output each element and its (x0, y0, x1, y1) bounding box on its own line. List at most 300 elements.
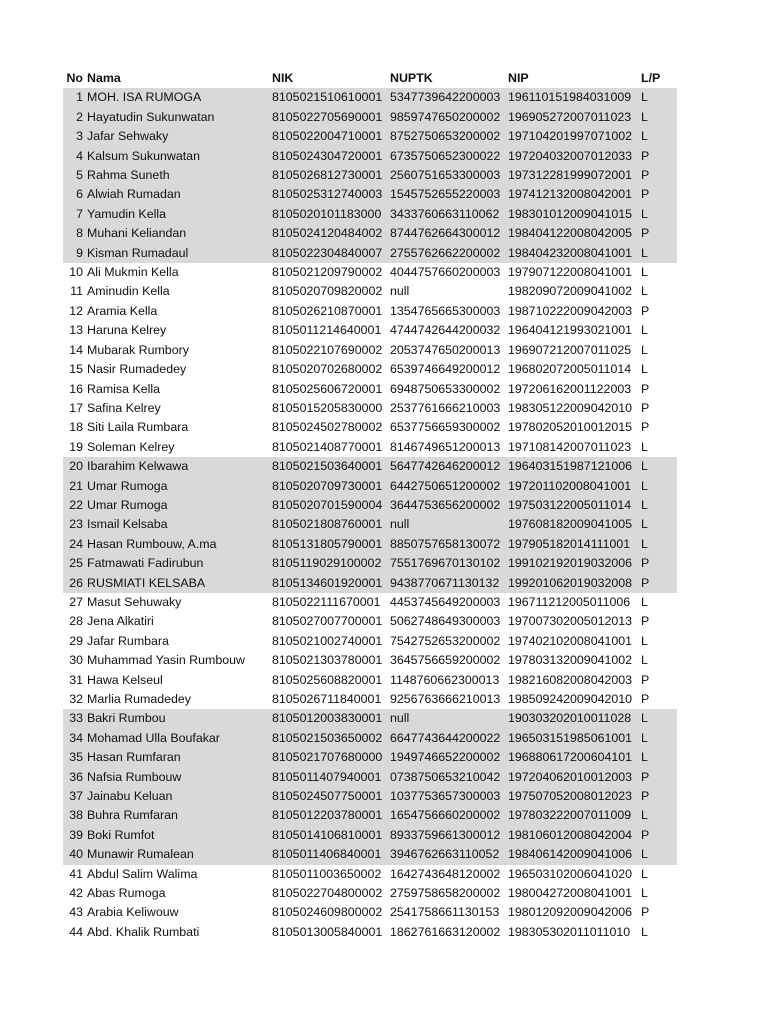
cell-no: 30 (69, 653, 83, 668)
cell-lp: L (641, 439, 648, 454)
cell-nama: Rahma Suneth (86, 166, 272, 185)
cell-lp: L (641, 88, 677, 107)
cell-no: 9 (63, 244, 86, 263)
cell-nik: 8105025312740003 (272, 185, 390, 204)
cell-nama: Masut Sehuwaky (87, 594, 182, 609)
cell-nik: 8105026210870001 (272, 303, 383, 318)
cell-nip: 199201062019032008 (508, 574, 641, 593)
cell-nama: Hasan Rumbouw, A.ma (86, 535, 272, 554)
table-row (63, 574, 677, 593)
cell-nama: Ali Mukmin Kella (87, 265, 179, 280)
cell-nama: Kisman Rumadaul (86, 244, 272, 263)
cell-no: 31 (69, 672, 83, 687)
cell-nuptk: 8933759661300012 (390, 826, 508, 845)
cell-nik: 8105119029100002 (272, 554, 390, 573)
table-row (63, 185, 677, 204)
cell-nuptk: 1654756660200002 (390, 806, 508, 825)
cell-nip: 196711212005011006 (508, 594, 631, 609)
cell-no: 7 (63, 205, 86, 224)
cell-nik: 8105024502780002 (272, 420, 383, 435)
cell-nik: 8105022705690001 (272, 108, 390, 127)
cell-no: 32 (69, 692, 83, 706)
cell-nama: Alwiah Rumadan (86, 185, 272, 204)
cell-nuptk: 4453745649200003 (390, 594, 501, 609)
cell-nama: Umar Rumoga (86, 477, 272, 496)
cell-lp: L (641, 457, 677, 476)
cell-nuptk: 8744762664300012 (390, 224, 508, 243)
cell-nuptk: 2560751653300003 (390, 166, 508, 185)
cell-no: 29 (69, 633, 83, 648)
cell-nik: 8105020701590004 (272, 496, 390, 515)
cell-nik: 8105022004710001 (272, 127, 390, 146)
cell-nip: 197104201997071002 (508, 127, 641, 146)
cell-nik: 8105014106810001 (272, 826, 390, 845)
cell-nuptk: 1545752655220003 (390, 185, 508, 204)
cell-lp: L (641, 244, 677, 263)
cell-nip: 196503151985061001 (508, 729, 641, 748)
cell-nip: 199102192019032006 (508, 554, 641, 573)
table-row (63, 729, 677, 748)
cell-nik: 8105131805790001 (272, 535, 390, 554)
cell-nama: Hasan Rumfaran (86, 748, 272, 767)
header-no: No (66, 71, 83, 85)
cell-nama: Mubarak Rumbory (87, 342, 189, 357)
cell-nuptk: 0738750653210042 (390, 768, 508, 787)
cell-no: 12 (69, 303, 83, 318)
cell-nip: 197007302005012013 (508, 614, 633, 629)
cell-nip: 196802072005011014 (508, 362, 632, 377)
cell-nip: 197507052008012023 (508, 787, 641, 806)
cell-nip: 198012092009042006 (508, 905, 633, 920)
cell-no: 26 (63, 574, 86, 593)
cell-nip: 198209072009041002 (508, 284, 633, 299)
cell-nik: 8105025606720001 (272, 381, 383, 396)
cell-no: 16 (69, 381, 83, 396)
cell-nip: 196905272007011023 (508, 108, 641, 127)
table-row (63, 651, 677, 670)
table-row (63, 166, 677, 185)
cell-nik: 8105134601920001 (272, 574, 390, 593)
cell-nip: 196503102006041020 (508, 866, 633, 881)
cell-nuptk: 2537761666210003 (390, 400, 501, 415)
cell-nip: 196404121993021001 (508, 323, 633, 338)
cell-nik: 8105024609800002 (272, 905, 383, 920)
cell-lp: L (641, 633, 648, 648)
table-row (63, 341, 677, 360)
cell-nik: 8105024304720001 (272, 147, 390, 166)
cell-nama: Yamudin Kella (86, 205, 272, 224)
cell-no: 25 (63, 554, 86, 573)
cell-lp: L (641, 127, 677, 146)
cell-no: 23 (63, 515, 86, 534)
cell-lp: P (641, 224, 677, 243)
cell-nip: 198305302011011010 (508, 924, 631, 939)
cell-nip: 196403151987121006 (508, 457, 641, 476)
cell-nip: 197402102008041001 (508, 633, 633, 648)
cell-nuptk: 6537756659300002 (390, 420, 501, 435)
cell-nuptk: 5062748649300003 (390, 614, 501, 629)
cell-nuptk: 2759758658200002 (390, 886, 501, 901)
cell-lp: P (641, 400, 650, 415)
cell-nuptk: 8146749651200013 (390, 439, 501, 454)
table-row (63, 768, 677, 787)
cell-no: 14 (69, 342, 83, 357)
cell-nama: Arabia Keliwouw (87, 905, 179, 920)
table-row (63, 632, 677, 651)
table-row (63, 748, 677, 767)
cell-nama: Ramisa Kella (87, 381, 160, 396)
cell-lp: L (641, 535, 677, 554)
cell-nip: 190303202010011028 (508, 709, 641, 728)
cell-nuptk: 9859747650200002 (390, 108, 508, 127)
cell-nuptk: 7542752653200002 (390, 633, 501, 648)
cell-nip: 197412132008042001 (508, 185, 641, 204)
cell-lp: L (641, 265, 648, 280)
cell-nik: 8105020709820002 (272, 284, 383, 299)
cell-nip: 197108142007011023 (508, 439, 632, 454)
cell-no: 33 (63, 709, 86, 728)
cell-lp: P (641, 185, 677, 204)
cell-nuptk: 3946762663110052 (390, 845, 508, 864)
cell-nip: 197803222007011009 (508, 806, 641, 825)
cell-nik: 8105020101183000 (272, 205, 390, 224)
cell-nik: 8105013005840001 (272, 924, 383, 939)
cell-nip: 198404232008041001 (508, 244, 641, 263)
cell-nip: 197608182009041005 (508, 515, 641, 534)
header-nama: Nama (87, 71, 121, 85)
cell-nama: Aminudin Kella (87, 284, 170, 299)
cell-nik: 8105022704800002 (272, 886, 383, 901)
cell-no: 8 (63, 224, 86, 243)
cell-lp: P (641, 166, 677, 185)
table-row (63, 244, 677, 263)
cell-nuptk: 6735750652300022 (390, 147, 508, 166)
table-row (63, 903, 677, 922)
cell-nama: Abd. Khalik Rumbati (87, 924, 200, 939)
table-row (63, 826, 677, 845)
cell-no: 18 (69, 420, 83, 435)
staff-table (63, 69, 677, 942)
cell-no: 15 (69, 362, 83, 377)
table-row (63, 554, 677, 573)
cell-nik: 8105021808760001 (272, 515, 390, 534)
cell-no: 6 (63, 185, 86, 204)
cell-nip: 198406142009041006 (508, 845, 641, 864)
cell-nuptk: 9438770671130132 (390, 574, 508, 593)
cell-lp: P (641, 614, 650, 629)
cell-lp: L (641, 362, 648, 377)
cell-nip: 198004272008041001 (508, 886, 633, 901)
table-row (63, 108, 677, 127)
cell-nik: 8105026812730001 (272, 166, 390, 185)
table-row (63, 923, 677, 942)
cell-no: 35 (63, 748, 86, 767)
cell-nip: 197312281999072001 (508, 166, 641, 185)
cell-nuptk: 1949746652200002 (390, 748, 508, 767)
table-row (63, 147, 677, 166)
cell-nama: Jainabu Keluan (86, 787, 272, 806)
cell-nik: 8105011407940001 (272, 768, 390, 787)
cell-nama: Kalsum Sukunwatan (86, 147, 272, 166)
cell-nama: Buhra Rumfaran (86, 806, 272, 825)
cell-lp: P (641, 303, 650, 318)
cell-nik: 8105026711840001 (272, 692, 382, 706)
cell-lp: P (641, 905, 650, 920)
table-row (63, 205, 677, 224)
cell-lp: P (641, 692, 650, 706)
cell-nik: 8105021707680000 (272, 748, 390, 767)
cell-no: 3 (63, 127, 86, 146)
cell-lp: P (641, 574, 677, 593)
cell-nip: 197905182014111001 (508, 535, 641, 554)
table-row (63, 321, 677, 340)
cell-lp: L (641, 205, 677, 224)
cell-nama: Umar Rumoga (86, 496, 272, 515)
table-row (63, 88, 677, 107)
cell-nip: 197206162001122003 (508, 381, 632, 396)
cell-nuptk: 6539746649200012 (390, 362, 501, 377)
cell-nuptk: 2541758661130153 (390, 905, 500, 920)
cell-nama: Aramia Kella (87, 303, 158, 318)
cell-nik: 8105024120484002 (272, 224, 390, 243)
cell-no: 22 (63, 496, 86, 515)
table-row (63, 593, 677, 612)
cell-nip: 198301012009041015 (508, 205, 641, 224)
cell-nama: Jafar Rumbara (87, 633, 169, 648)
cell-no: 41 (69, 866, 83, 881)
cell-lp: L (641, 866, 648, 881)
cell-lp: P (641, 826, 677, 845)
cell-nuptk: 2755762662200002 (390, 244, 508, 263)
table-row (63, 399, 677, 418)
cell-nik: 8105020709730001 (272, 477, 390, 496)
cell-lp: L (641, 845, 677, 864)
cell-nik: 8105020702680002 (272, 362, 383, 377)
cell-nuptk: 1862761663120002 (390, 924, 501, 939)
cell-lp: L (641, 924, 648, 939)
cell-nip: 197204032007012033 (508, 147, 641, 166)
cell-nip: 198106012008042004 (508, 826, 641, 845)
table-row (63, 360, 677, 379)
cell-nik: 8105021503640001 (272, 457, 390, 476)
cell-nuptk: null (390, 515, 508, 534)
cell-nik: 8105011406840001 (272, 845, 390, 864)
cell-lp: P (641, 147, 677, 166)
cell-no: 4 (63, 147, 86, 166)
table-row (63, 282, 677, 301)
cell-lp: L (641, 886, 648, 901)
table-row (63, 806, 677, 825)
cell-nik: 8105015205830000 (272, 400, 383, 415)
header-lp: L/P (641, 71, 661, 85)
cell-nik: 8105021503650002 (272, 729, 390, 748)
cell-nama: Hawa Kelseul (87, 672, 163, 687)
cell-nuptk: 3645756659200002 (390, 653, 501, 668)
table-row (63, 612, 677, 631)
cell-nama: Munawir Rumalean (86, 845, 272, 864)
cell-nip: 198710222009042003 (508, 303, 633, 318)
cell-nama: Abdul Salim Walima (87, 866, 198, 881)
cell-no: 11 (70, 284, 83, 299)
cell-nik: 8105022107690002 (272, 342, 383, 357)
header-row (63, 69, 677, 88)
table-row (63, 709, 677, 728)
cell-nip: 196880617200604101 (508, 748, 641, 767)
cell-lp: P (641, 381, 650, 396)
cell-lp: L (641, 108, 677, 127)
cell-nik: 8105022111670001 (272, 594, 381, 609)
cell-lp: P (641, 420, 650, 435)
cell-nama: Fatmawati Fadirubun (86, 554, 272, 573)
cell-nik: 8105021002740001 (272, 633, 383, 648)
cell-lp: L (641, 323, 648, 338)
cell-nik: 8105021303780001 (272, 653, 383, 668)
table-row (63, 477, 677, 496)
cell-no: 38 (63, 806, 86, 825)
cell-nip: 197803132009041002 (508, 653, 633, 668)
cell-lp: L (641, 653, 648, 668)
cell-nuptk: 6647743644200022 (390, 729, 508, 748)
cell-nuptk: 6442750651200002 (390, 477, 508, 496)
table-row (63, 438, 677, 457)
cell-no: 17 (69, 400, 83, 415)
cell-lp: L (641, 515, 677, 534)
table-row (63, 418, 677, 437)
cell-nik: 8105012003830001 (272, 709, 390, 728)
cell-no: 21 (63, 477, 86, 496)
cell-nik: 8105021510610001 (272, 88, 390, 107)
table-row (63, 496, 677, 515)
cell-nik: 8105011214640001 (272, 323, 382, 338)
table-body (63, 88, 677, 942)
cell-nama: Muhammad Yasin Rumbouw (87, 653, 245, 668)
header-nip: NIP (508, 71, 529, 85)
cell-nuptk: 1642743648120002 (390, 866, 501, 881)
cell-nik: 8105027007700001 (272, 614, 383, 629)
cell-nama: Nafsia Rumbouw (86, 768, 272, 787)
cell-lp: L (641, 729, 677, 748)
table-row (63, 302, 677, 321)
cell-nik: 8105011003650002 (272, 866, 382, 881)
table-row (63, 787, 677, 806)
cell-nip: 198305122009042010 (508, 400, 633, 415)
cell-nama: MOH. ISA RUMOGA (86, 88, 272, 107)
cell-no: 10 (69, 265, 83, 280)
cell-no: 36 (63, 768, 86, 787)
cell-nama: Ibarahim Kelwawa (86, 457, 272, 476)
cell-nama: RUSMIATI KELSABA (86, 574, 272, 593)
cell-lp: L (641, 284, 648, 299)
cell-nama: Haruna Kelrey (87, 323, 167, 338)
table-row (63, 845, 677, 864)
cell-lp: P (641, 672, 650, 687)
table-row (63, 865, 677, 884)
cell-no: 20 (63, 457, 86, 476)
cell-nama: Nasir Rumadedey (87, 362, 187, 377)
cell-nip: 197201102008041001 (508, 477, 641, 496)
cell-nuptk: 6948750653300002 (390, 381, 501, 396)
cell-no: 2 (63, 108, 86, 127)
cell-nama: Mohamad Ulla Boufakar (86, 729, 272, 748)
table-row (63, 690, 677, 709)
cell-nip: 197204062010012003 (508, 768, 641, 787)
cell-nip: 198509242009042010 (508, 692, 633, 706)
cell-nuptk: 1354765665300003 (390, 303, 501, 318)
table-row (63, 515, 677, 534)
table-row (63, 457, 677, 476)
cell-nama: Abas Rumoga (87, 886, 166, 901)
cell-nama: Marlia Rumadedey (87, 692, 191, 706)
cell-lp: L (641, 748, 677, 767)
cell-nik: 8105025608820001 (272, 672, 383, 687)
cell-lp: P (641, 768, 677, 787)
table-row (63, 380, 677, 399)
table-row (63, 671, 677, 690)
cell-nuptk: 2053747650200013 (390, 342, 501, 357)
header-nik: NIK (272, 71, 294, 85)
header-nuptk: NUPTK (390, 71, 433, 85)
cell-no: 42 (69, 886, 83, 901)
cell-no: 39 (63, 826, 86, 845)
cell-no: 27 (69, 594, 83, 609)
cell-lp: P (641, 787, 677, 806)
cell-nip: 197802052010012015 (508, 420, 633, 435)
cell-nip: 196110151984031009 (508, 88, 641, 107)
cell-lp: L (641, 806, 677, 825)
table-row (63, 884, 677, 903)
cell-nuptk: 1148760662300013 (390, 672, 500, 687)
cell-nuptk: 4744742644200032 (390, 323, 501, 338)
cell-no: 43 (69, 905, 83, 920)
cell-nama: Hayatudin Sukunwatan (86, 108, 272, 127)
cell-nama: Ismail Kelsaba (86, 515, 272, 534)
table-row (63, 224, 677, 243)
cell-nip: 198404122008042005 (508, 224, 641, 243)
cell-no: 13 (69, 323, 83, 338)
cell-nuptk: 8850757658130072 (390, 535, 508, 554)
cell-lp: L (641, 496, 677, 515)
cell-nama: Bakri Rumbou (86, 709, 272, 728)
table-row (63, 263, 677, 282)
cell-nama: Siti Laila Rumbara (87, 420, 189, 435)
cell-nuptk: 3433760663110062 (390, 205, 508, 224)
cell-no: 34 (63, 729, 86, 748)
cell-nuptk: 7551769670130102 (390, 554, 508, 573)
cell-no: 24 (63, 535, 86, 554)
cell-nama: Boki Rumfot (86, 826, 272, 845)
cell-nuptk: null (390, 709, 508, 728)
cell-no: 28 (69, 614, 83, 629)
cell-lp: L (641, 709, 677, 728)
cell-nama: Soleman Kelrey (87, 439, 175, 454)
cell-lp: L (641, 342, 648, 357)
cell-nuptk: 3644753656200002 (390, 496, 508, 515)
cell-lp: L (641, 594, 648, 609)
cell-nip: 198216082008042003 (508, 672, 633, 687)
cell-nik: 8105021209790002 (272, 265, 383, 280)
cell-no: 40 (63, 845, 86, 864)
cell-nuptk: 5647742646200012 (390, 457, 508, 476)
cell-nuptk: null (390, 284, 410, 299)
cell-no: 37 (63, 787, 86, 806)
cell-nuptk: 4044757660200003 (390, 265, 501, 280)
cell-nama: Jena Alkatiri (87, 614, 154, 629)
cell-nama: Muhani Keliandan (86, 224, 272, 243)
cell-nik: 8105022304840007 (272, 244, 390, 263)
cell-nip: 197907122008041001 (508, 265, 633, 280)
cell-no: 5 (63, 166, 86, 185)
table-row (63, 127, 677, 146)
